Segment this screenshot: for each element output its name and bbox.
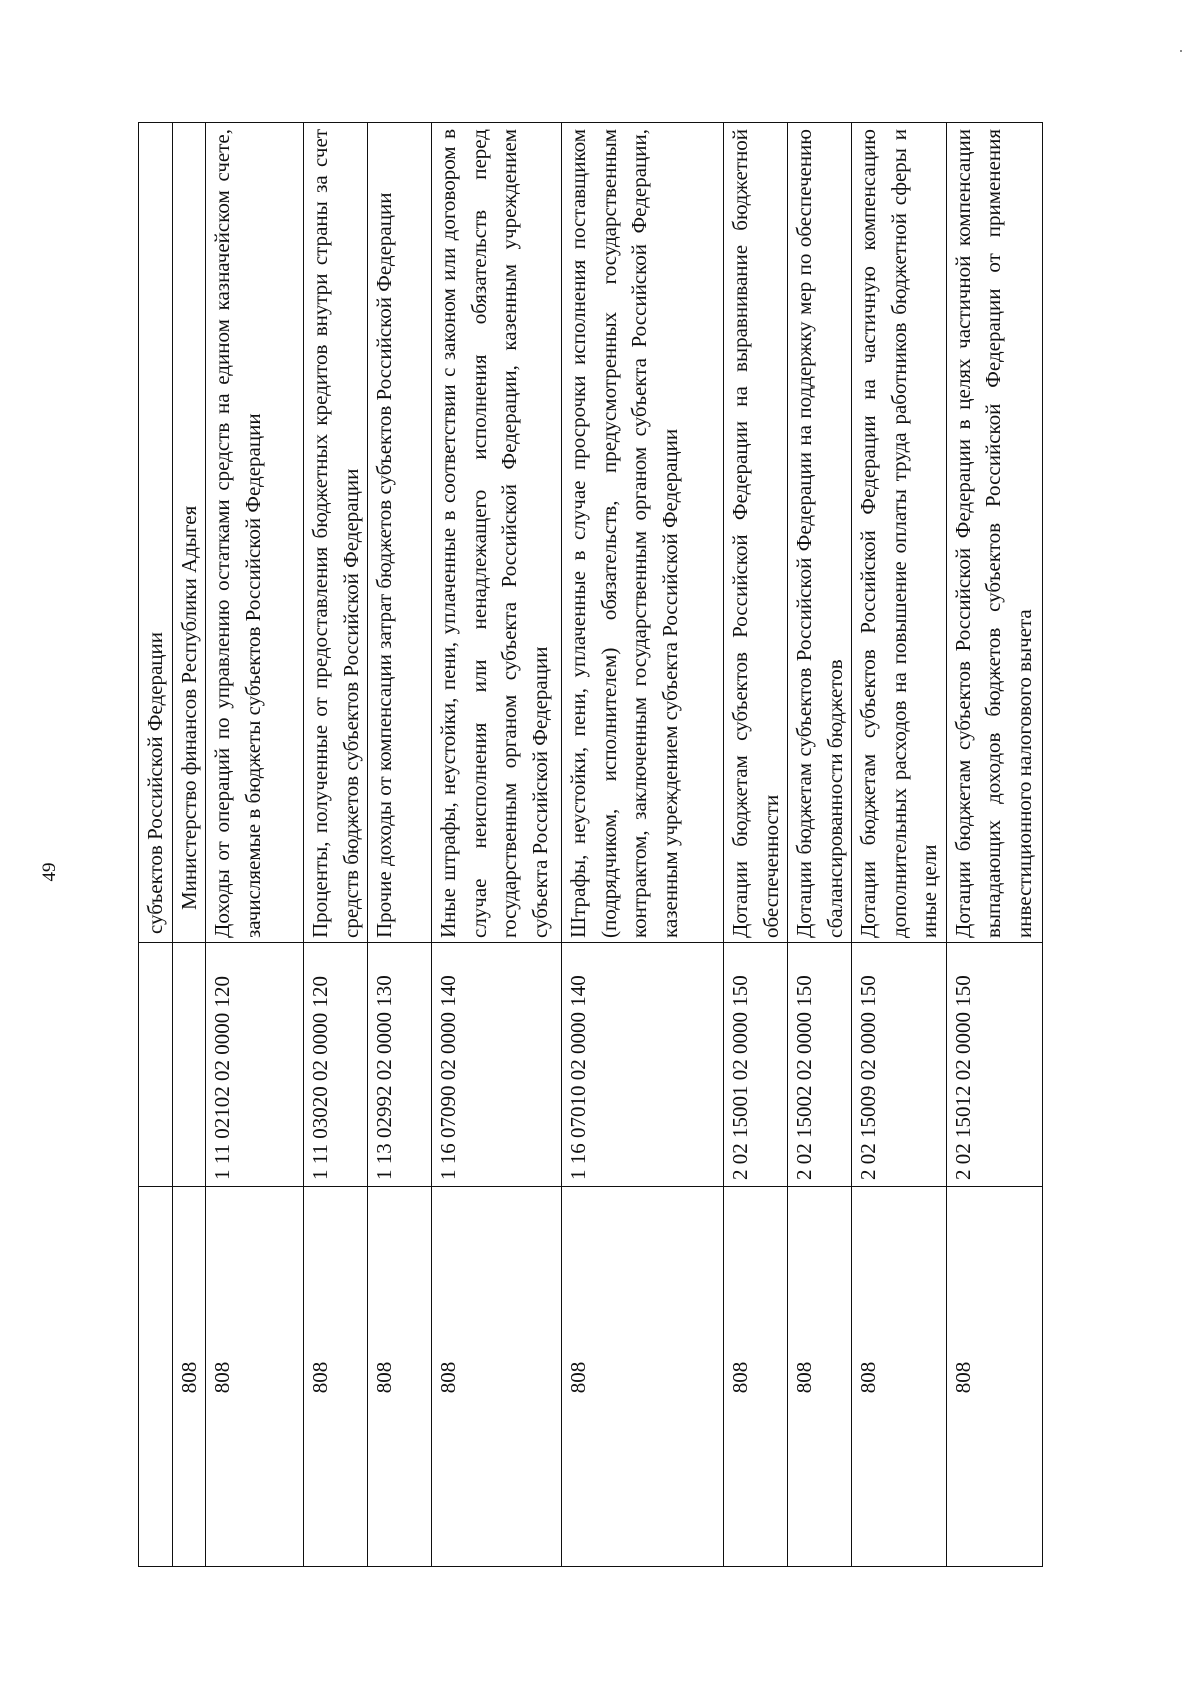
admin-code: 808	[946, 1187, 1042, 1567]
income-description: Дотации бюджетам субъектов Российской Федерации на частичную компенсацию дополнительных расходов на повышение оплаты труда работников бюджетной сферы и иные цели	[852, 123, 947, 943]
table-row	[304, 123, 368, 1567]
income-code: 2 02 15001 02 0000 150	[724, 943, 788, 1187]
table-row	[788, 123, 852, 1567]
income-description: Иные штрафы, неустойки, пени, уплаченные в соответствии с законом или договором в случае неисполнения или ненадлежащего исполнения обязательств перед государственным органом субъекта Российской Федерации, казенным учреждением субъекта Российской Федерации	[432, 123, 562, 943]
table-row	[852, 123, 947, 1567]
section-title: Министерство финансов Республики Адыгея	[172, 123, 206, 943]
table-row	[562, 123, 724, 1567]
table-row	[724, 123, 788, 1567]
admin-code: 808	[206, 1187, 304, 1567]
income-description: Проценты, полученные от предоставления бюджетных кредитов внутри страны за счет средств бюджетов субъектов Российской Федерации	[304, 123, 368, 943]
rotated-table-container	[138, 123, 1065, 1567]
continuation-row	[139, 123, 173, 1567]
table-body	[139, 123, 1043, 1567]
income-code: 2 02 15009 02 0000 150	[852, 943, 947, 1187]
continuation-text: субъектов Российской Федерации	[139, 123, 173, 943]
table-row	[946, 123, 1042, 1567]
section-header-row	[172, 123, 206, 1567]
admin-code: 808	[432, 1187, 562, 1567]
income-codes-table	[138, 122, 1043, 1567]
income-description: Дотации бюджетам субъектов Российской Федерации в целях частичной компенсации выпадающих доходов бюджетов субъектов Российской Федерации от применения инвестиционного налогового вычета	[946, 123, 1042, 943]
admin-code: 808	[304, 1187, 368, 1567]
income-description: Дотации бюджетам субъектов Российской Федерации на поддержку мер по обеспечению сбалансированности бюджетов	[788, 123, 852, 943]
admin-code: 808	[368, 1187, 432, 1567]
income-code: 1 16 07090 02 0000 140	[432, 943, 562, 1187]
page-number: 49	[39, 862, 60, 882]
income-code: 1 16 07010 02 0000 140	[562, 943, 724, 1187]
income-code: 2 02 15012 02 0000 150	[946, 943, 1042, 1187]
admin-code: 808	[172, 1187, 206, 1567]
admin-code: 808	[562, 1187, 724, 1567]
table-row	[432, 123, 562, 1567]
admin-code: 808	[788, 1187, 852, 1567]
table-row	[368, 123, 432, 1567]
income-description: Прочие доходы от компенсации затрат бюджетов субъектов Российской Федерации	[368, 123, 432, 943]
income-description: Дотации бюджетам субъектов Российской Федерации на выравнивание бюджетной обеспеченности	[724, 123, 788, 943]
income-description: Штрафы, неустойки, пени, уплаченные в случае просрочки исполнения поставщиком (подрядчиком, исполнителем) обязательств, предусмотренных государственным контрактом, заключенным государственным органом субъекта Российской Федерации, казенным учреждением субъекта Российской Федерации	[562, 123, 724, 943]
code-cell-empty	[139, 943, 173, 1187]
table-row	[206, 123, 304, 1567]
income-code: 2 02 15002 02 0000 150	[788, 943, 852, 1187]
income-code: 1 13 02992 02 0000 130	[368, 943, 432, 1187]
income-code: 1 11 03020 02 0000 120	[304, 943, 368, 1187]
income-description: Доходы от операций по управлению остатками средств на едином казначейском счете, зачисляемые в бюджеты субъектов Российской Федерации	[206, 123, 304, 943]
admin-code: 808	[852, 1187, 947, 1567]
scan-speck	[1180, 50, 1182, 52]
admin-code: 808	[724, 1187, 788, 1567]
income-code: 1 11 02102 02 0000 120	[206, 943, 304, 1187]
code-cell-empty	[172, 943, 206, 1187]
admin-cell-empty	[139, 1187, 173, 1567]
